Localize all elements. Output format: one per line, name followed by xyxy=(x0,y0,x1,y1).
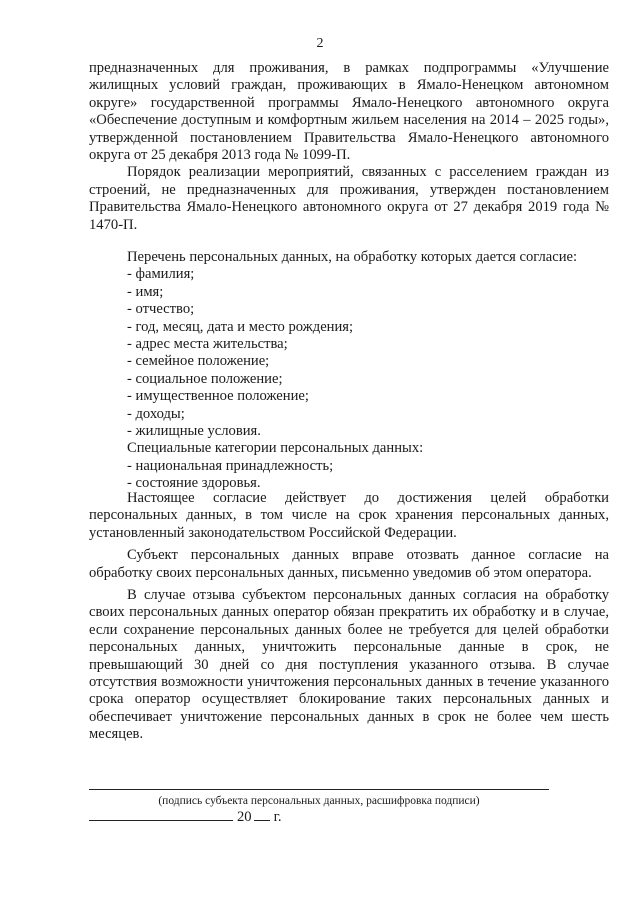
intro-text xyxy=(89,60,609,234)
paragraph-procedure: Порядок реализации мероприятий, связанных с расселением граждан из строений, не предназначенных для проживания, утвержден постановлением Правительства Ямало-Ненецкого автономного округа от 27 декабря 2019 года № 1470-П. xyxy=(89,164,609,233)
list-item: - фамилия; xyxy=(127,266,195,283)
list-item: - доходы; xyxy=(127,405,185,422)
paragraph-validity: Настоящее согласие действует до достижения целей обработки персональных данных, в том числе на срок хранения персональных данных, установленный законодательством Российской Федерации. xyxy=(89,490,609,541)
date-year-prefix: 20 xyxy=(237,809,252,825)
paragraph-continuation: предназначенных для проживания, в рамках подпрограммы «Улучшение жилищных условий граждан, проживающих в Ямало-Ненецком автономном округе» государственной программы Ямало-Ненецкого автономного округа «Обеспечение доступным и комфортным жильем населения на 2014 – 2025 годы», утвержденной постановлением Правительства Ямало-Ненецкого автономного округа от 25 декабря 2013 года № 1099-П. xyxy=(89,60,609,164)
list-item: - социальное положение; xyxy=(127,370,283,387)
signature-line xyxy=(89,789,549,790)
date-row xyxy=(89,806,282,826)
page-number: 2 xyxy=(316,36,324,51)
list-item: - семейное положение; xyxy=(127,353,270,370)
list-item: - имущественное положение; xyxy=(127,388,309,405)
date-day-month-blank xyxy=(89,806,233,821)
list-item: - адрес места жительства; xyxy=(127,336,288,353)
special-categories-heading: Специальные категории персональных данных: xyxy=(127,440,424,457)
consent-terms xyxy=(89,490,609,749)
list-item: - год, месяц, дата и место рождения; xyxy=(127,318,354,335)
list-item: - отчество; xyxy=(127,301,195,318)
special-list-item: - состояние здоровья. xyxy=(127,475,261,492)
list-item: - жилищные условия. xyxy=(127,423,261,440)
personal-data-list xyxy=(89,249,609,493)
signature-caption: (подпись субъекта персональных данных, расшифровка подписи) xyxy=(158,795,480,807)
date-year-suffix: г. xyxy=(273,809,282,825)
special-list-item: - национальная принадлежность; xyxy=(127,457,334,474)
paragraph-revocation: Субъект персональных данных вправе отозвать данное согласие на обработку своих персональных данных, письменно уведомив об этом оператора. xyxy=(89,547,609,581)
paragraph-revocation-consequences: В случае отзыва субъектом персональных данных согласия на обработку своих персональных данных оператор обязан прекратить их обработку и в случае, если сохранение персональных данных более не требуется для целей обработки персональных данных, уничтожить персональные данные в срок, не превышающий 30 дней со дня поступления указанного отзыва. В случае отсутствия возможности уничтожения персональных данных в течение указанного срока оператор осуществляет блокирование таких персональных данных и обеспечивает уничтожение персональных данных в срок не более чем шесть месяцев. xyxy=(89,587,609,743)
list-item: - имя; xyxy=(127,283,164,300)
date-year-blank xyxy=(254,806,270,821)
personal-data-heading: Перечень персональных данных, на обработку которых дается согласие: xyxy=(127,249,578,265)
